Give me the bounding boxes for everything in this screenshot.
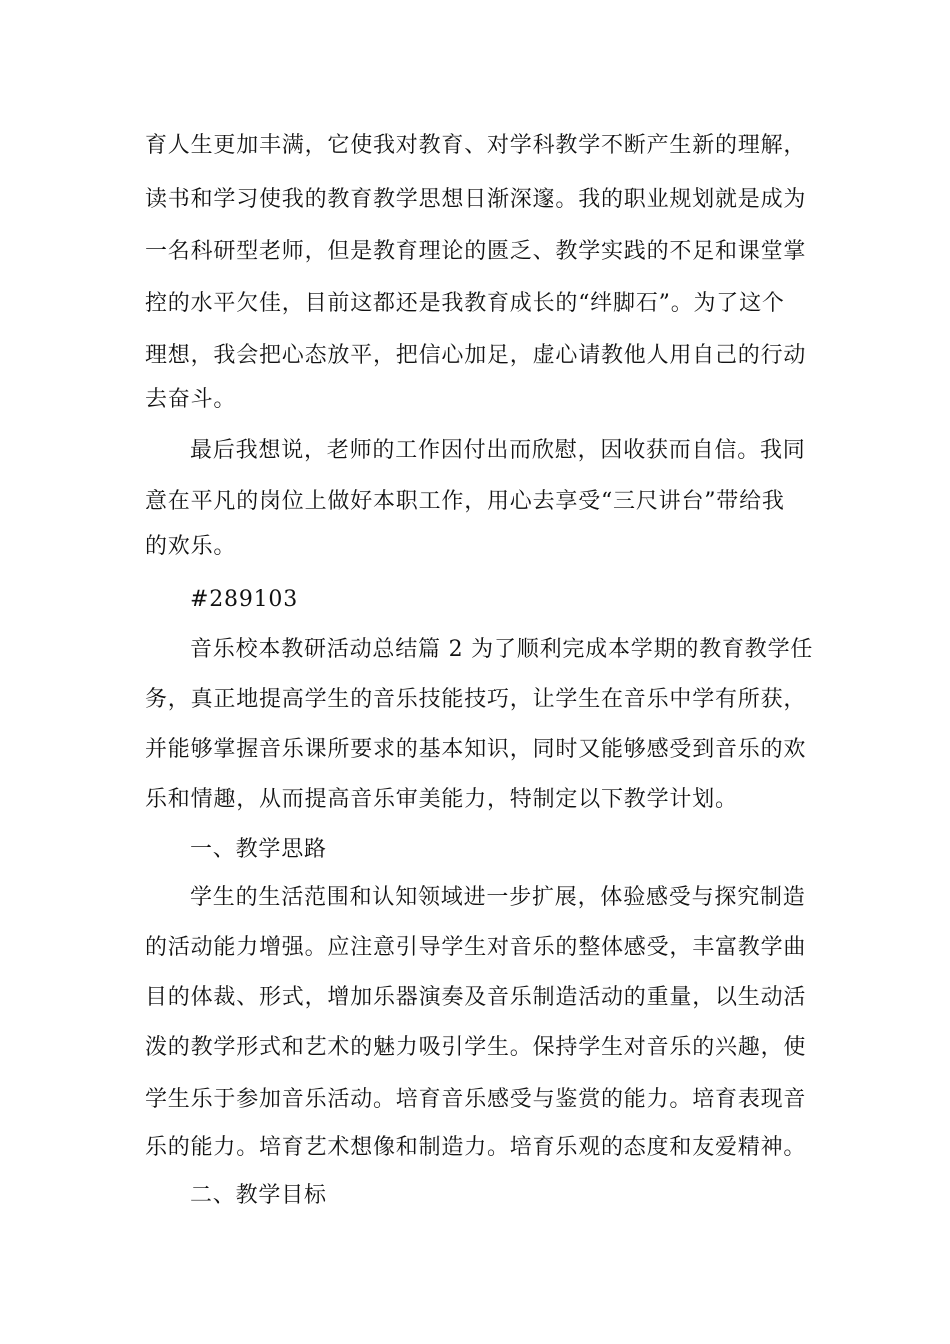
section-heading: 一、教学思路 (190, 837, 327, 862)
text-line: 读书和学习使我的教育教学思想日渐深邃。我的职业规划就是成为 (145, 187, 807, 212)
text-line: 理想，我会把心态放平，把信心加足，虚心请教他人用自己的行动 (145, 343, 807, 368)
text-line: 去奋斗。 (145, 387, 237, 412)
text-line: 音乐校本教研活动总结篇 2 为了顺利完成本学期的教育教学任 (190, 637, 814, 662)
text-line: 乐的能力。培育艺术想像和制造力。培育乐观的态度和友爱精神。 (145, 1135, 807, 1160)
text-line: 最后我想说，老师的工作因付出而欣慰，因收获而自信。我同 (190, 438, 806, 463)
text-line: 目的体裁、形式，增加乐器演奏及音乐制造活动的重量，以生动活 (145, 985, 807, 1010)
text-line: 学生乐于参加音乐活动。培育音乐感受与鉴赏的能力。培育表现音 (145, 1087, 807, 1112)
section-marker: #289103 (190, 587, 299, 612)
section-heading: 二、教学目标 (190, 1183, 327, 1208)
text-line: 的活动能力增强。应注意引导学生对音乐的整体感受，丰富教学曲 (145, 935, 807, 960)
text-line: 学生的生活范围和认知领域进一步扩展，体验感受与探究制造 (190, 885, 806, 910)
text-line: 意在平凡的岗位上做好本职工作，用心去享受“三尺讲台”带给我 (145, 489, 785, 514)
text-line: 泼的教学形式和艺术的魅力吸引学生。保持学生对音乐的兴趣，使 (145, 1035, 807, 1060)
text-line: 控的水平欠佳，目前这都还是我教育成长的“绊脚石”。为了这个 (145, 291, 785, 316)
text-line: 并能够掌握音乐课所要求的基本知识，同时又能够感受到音乐的欢 (145, 737, 807, 762)
text-line: 的欢乐。 (145, 534, 237, 559)
text-line: 务，真正地提高学生的音乐技能技巧，让学生在音乐中学有所获， (145, 687, 807, 712)
text-line: 一名科研型老师，但是教育理论的匮乏、教学实践的不足和课堂掌 (145, 239, 807, 264)
text-line: 育人生更加丰满，它使我对教育、对学科教学不断产生新的理解， (145, 133, 807, 158)
text-line: 乐和情趣，从而提高音乐审美能力，特制定以下教学计划。 (145, 787, 738, 812)
